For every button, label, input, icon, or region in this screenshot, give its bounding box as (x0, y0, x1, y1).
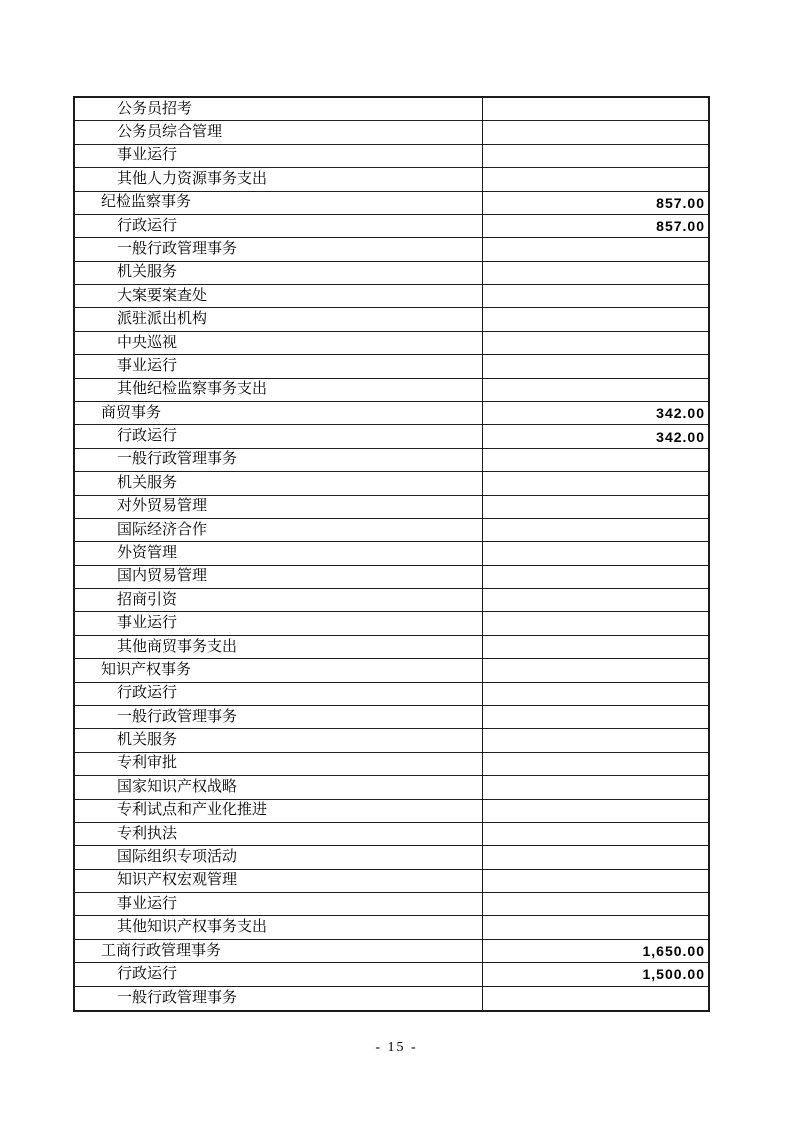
item-cell: 一般行政管理事务 (75, 238, 483, 260)
amount-cell (483, 636, 708, 658)
item-cell: 公务员综合管理 (75, 121, 483, 143)
table-row (75, 308, 708, 331)
amount-cell (483, 706, 708, 728)
amount-cell (483, 659, 708, 681)
amount-cell: 1,500.00 (642, 966, 705, 983)
item-cell: 行政运行 (75, 963, 483, 985)
amount-cell (483, 121, 708, 143)
item-cell: 行政运行 (75, 215, 483, 237)
item-cell: 专利审批 (75, 753, 483, 775)
item-cell: 事业运行 (75, 893, 483, 915)
amount-cell (483, 262, 708, 284)
table-row (75, 355, 708, 378)
table-row (75, 612, 708, 635)
table-row (75, 285, 708, 308)
table-row (75, 238, 708, 261)
amount-cell (483, 519, 708, 541)
table-row (75, 98, 708, 121)
amount-cell (483, 729, 708, 751)
table-row (75, 425, 708, 448)
amount-cell (483, 800, 708, 822)
table-row (75, 659, 708, 682)
amount-cell (483, 238, 708, 260)
item-cell: 国际组织专项活动 (75, 846, 483, 868)
item-cell: 事业运行 (75, 355, 483, 377)
amount-cell (483, 355, 708, 377)
table-row (75, 332, 708, 355)
table-row (75, 846, 708, 869)
table-row (75, 496, 708, 519)
item-cell: 其他纪检监察事务支出 (75, 379, 483, 401)
item-cell: 国内贸易管理 (75, 566, 483, 588)
item-cell: 一般行政管理事务 (75, 706, 483, 728)
table-row (75, 262, 708, 285)
table-row (75, 168, 708, 191)
table-row (75, 215, 708, 238)
item-cell: 大案要案查处 (75, 285, 483, 307)
table-row (75, 729, 708, 752)
item-cell: 知识产权宏观管理 (75, 870, 483, 892)
item-cell: 纪检监察事务 (75, 192, 483, 214)
amount-cell (483, 449, 708, 471)
page-number: - 15 - (375, 1040, 418, 1055)
item-cell: 国际经济合作 (75, 519, 483, 541)
table-row (75, 776, 708, 799)
amount-cell (483, 168, 708, 190)
item-cell: 公务员招考 (75, 98, 483, 120)
amount-cell (483, 870, 708, 892)
amount-cell (483, 683, 708, 705)
table-row (75, 800, 708, 823)
item-cell: 事业运行 (75, 145, 483, 167)
amount-cell (483, 145, 708, 167)
item-cell: 招商引资 (75, 589, 483, 611)
item-cell: 行政运行 (75, 425, 483, 447)
table-row (75, 472, 708, 495)
amount-cell: 342.00 (656, 405, 705, 422)
amount-cell (483, 776, 708, 798)
item-cell: 其他知识产权事务支出 (75, 916, 483, 938)
table-row (75, 402, 708, 425)
amount-cell (483, 308, 708, 330)
table-row (75, 940, 708, 963)
table-row (75, 963, 708, 986)
item-cell: 商贸事务 (75, 402, 483, 424)
item-cell: 其他人力资源事务支出 (75, 168, 483, 190)
amount-cell (483, 893, 708, 915)
amount-cell (483, 589, 708, 611)
table-row (75, 519, 708, 542)
item-cell: 机关服务 (75, 472, 483, 494)
amount-cell (483, 98, 708, 120)
amount-cell (483, 916, 708, 938)
amount-cell: 1,650.00 (642, 943, 705, 960)
table-row (75, 379, 708, 402)
item-cell: 知识产权事务 (75, 659, 483, 681)
item-cell: 行政运行 (75, 683, 483, 705)
amount-cell (483, 285, 708, 307)
item-cell: 事业运行 (75, 612, 483, 634)
table-row (75, 823, 708, 846)
amount-cell: 857.00 (656, 194, 705, 211)
amount-cell (483, 566, 708, 588)
amount-cell (483, 472, 708, 494)
table-row (75, 683, 708, 706)
item-cell: 中央巡视 (75, 332, 483, 354)
table-row (75, 636, 708, 659)
amount-cell: 342.00 (656, 428, 705, 445)
table-row (75, 753, 708, 776)
item-cell: 一般行政管理事务 (75, 449, 483, 471)
table-row (75, 192, 708, 215)
budget-table (73, 96, 710, 1012)
table-row (75, 916, 708, 939)
table-row (75, 987, 708, 1010)
amount-cell (483, 542, 708, 564)
table-row (75, 542, 708, 565)
table-row (75, 449, 708, 472)
amount-cell (483, 823, 708, 845)
item-cell: 专利执法 (75, 823, 483, 845)
table-row (75, 870, 708, 893)
amount-cell (483, 496, 708, 518)
amount-cell (483, 332, 708, 354)
item-cell: 国家知识产权战略 (75, 776, 483, 798)
amount-cell (483, 846, 708, 868)
item-cell: 专利试点和产业化推进 (75, 800, 483, 822)
item-cell: 外资管理 (75, 542, 483, 564)
amount-cell (483, 753, 708, 775)
item-cell: 派驻派出机构 (75, 308, 483, 330)
item-cell: 对外贸易管理 (75, 496, 483, 518)
item-cell: 机关服务 (75, 729, 483, 751)
item-cell: 机关服务 (75, 262, 483, 284)
amount-cell: 857.00 (656, 218, 705, 235)
amount-cell (483, 379, 708, 401)
table-row (75, 145, 708, 168)
item-cell: 一般行政管理事务 (75, 987, 483, 1010)
item-cell: 其他商贸事务支出 (75, 636, 483, 658)
table-row (75, 589, 708, 612)
table-row (75, 566, 708, 589)
item-cell: 工商行政管理事务 (75, 940, 483, 962)
table-row (75, 121, 708, 144)
table-row (75, 893, 708, 916)
amount-cell (483, 987, 708, 1010)
table-row (75, 706, 708, 729)
amount-cell (483, 612, 708, 634)
